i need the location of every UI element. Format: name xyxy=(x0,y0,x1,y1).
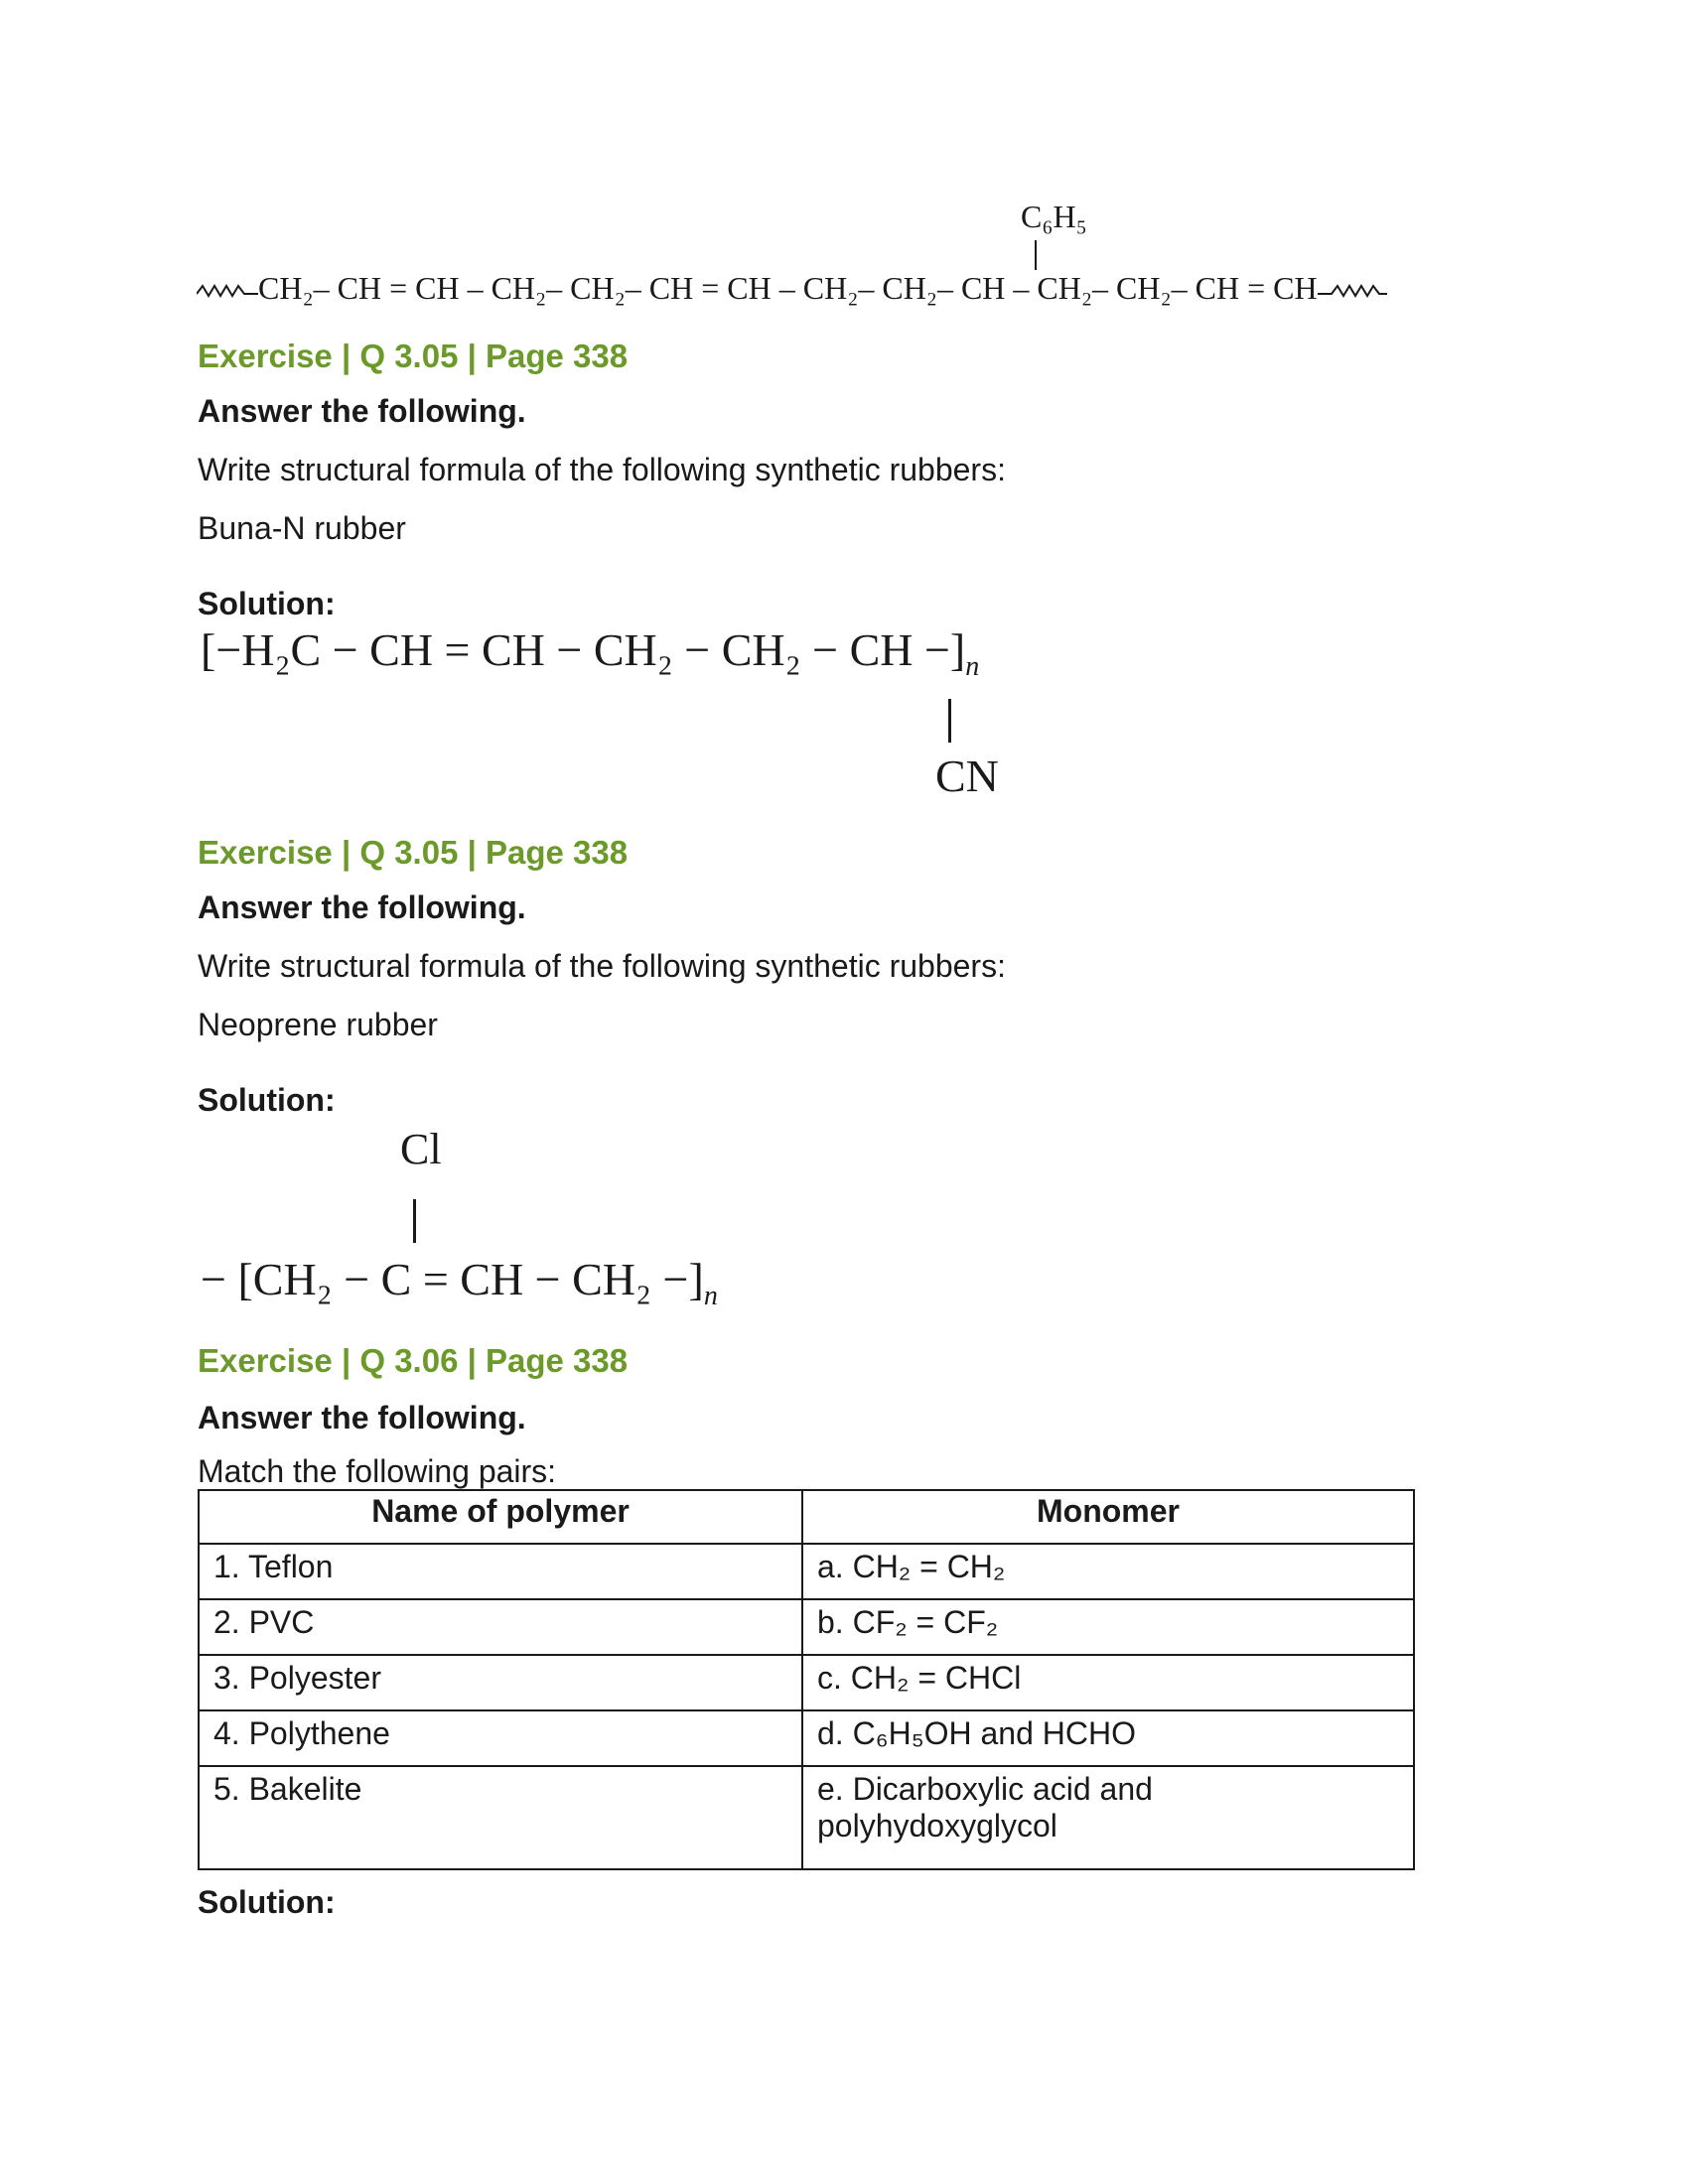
neoprene-branch-bond xyxy=(413,1199,416,1243)
neoprene-formula-main: − [CH₂ − C = CH − CH₂ −] xyxy=(201,1254,704,1304)
polymer-cell: 1. Teflon xyxy=(199,1544,802,1599)
buna-n-formula-main: [−H₂C − CH = CH − CH₂ − CH₂ − CH −] xyxy=(201,624,966,675)
match-table xyxy=(198,1489,1415,1870)
polymer-cell: 5. Bakelite xyxy=(199,1766,802,1869)
question-text: Write structural formula of the following synthetic rubbers: xyxy=(198,948,1006,984)
polymer-chain xyxy=(197,270,1387,307)
exercise-heading: Exercise | Q 3.05 | Page 338 xyxy=(198,338,629,374)
column-header: Monomer xyxy=(802,1490,1414,1544)
exercise-heading: Exercise | Q 3.06 | Page 338 xyxy=(198,1342,629,1379)
monomer-cell: d. C₆H₅OH and HCHO xyxy=(802,1710,1414,1766)
table-row xyxy=(199,1599,1414,1655)
table-row xyxy=(199,1766,1414,1869)
buna-n-branch-bond xyxy=(948,699,951,743)
polymer-chain-text: CH₂– CH = CH – CH₂– CH₂– CH = CH – CH₂– CH₂– CH – CH₂– CH₂– CH = CH xyxy=(258,270,1318,306)
table-row xyxy=(199,1655,1414,1710)
polymer-cell: 4. Polythene xyxy=(199,1710,802,1766)
solution-label: Solution: xyxy=(198,1884,336,1920)
wavy-bond-left-icon xyxy=(197,282,258,302)
exercise-heading: Exercise | Q 3.05 | Page 338 xyxy=(198,834,629,871)
prompt-text: Answer the following. xyxy=(198,1400,526,1435)
polymer-cell: 2. PVC xyxy=(199,1599,802,1655)
monomer-cell: b. CF₂ = CF₂ xyxy=(802,1599,1414,1655)
table-row xyxy=(199,1710,1414,1766)
wavy-bond-right-icon xyxy=(1318,282,1387,302)
buna-n-branch: CN xyxy=(935,751,999,801)
neoprene-subscript: n xyxy=(703,1281,718,1312)
chain-branch-bond xyxy=(1035,240,1037,270)
buna-n-subscript: n xyxy=(965,651,980,683)
table-row xyxy=(199,1544,1414,1599)
question-text: Match the following pairs: xyxy=(198,1453,557,1489)
monomer-cell: e. Dicarboxylic acid and polyhydoxyglycol xyxy=(802,1766,1414,1869)
polymer-cell: 3. Polyester xyxy=(199,1655,802,1710)
buna-n-formula xyxy=(201,623,979,683)
neoprene-branch: Cl xyxy=(400,1125,442,1173)
subject-text: Neoprene rubber xyxy=(198,1007,438,1042)
monomer-cell: a. CH₂ = CH₂ xyxy=(802,1544,1414,1599)
polystyrene-chain-substituent: C₆H₅ xyxy=(1021,199,1087,234)
question-text: Write structural formula of the following synthetic rubbers: xyxy=(198,452,1006,487)
monomer-cell: c. CH₂ = CHCl xyxy=(802,1655,1414,1710)
prompt-text: Answer the following. xyxy=(198,393,526,429)
subject-text: Buna-N rubber xyxy=(198,510,406,546)
neoprene-formula xyxy=(201,1253,718,1312)
column-header: Name of polymer xyxy=(199,1490,802,1544)
solution-label: Solution: xyxy=(198,586,336,621)
prompt-text: Answer the following. xyxy=(198,889,526,925)
solution-label: Solution: xyxy=(198,1082,336,1118)
table-header-row xyxy=(199,1490,1414,1544)
